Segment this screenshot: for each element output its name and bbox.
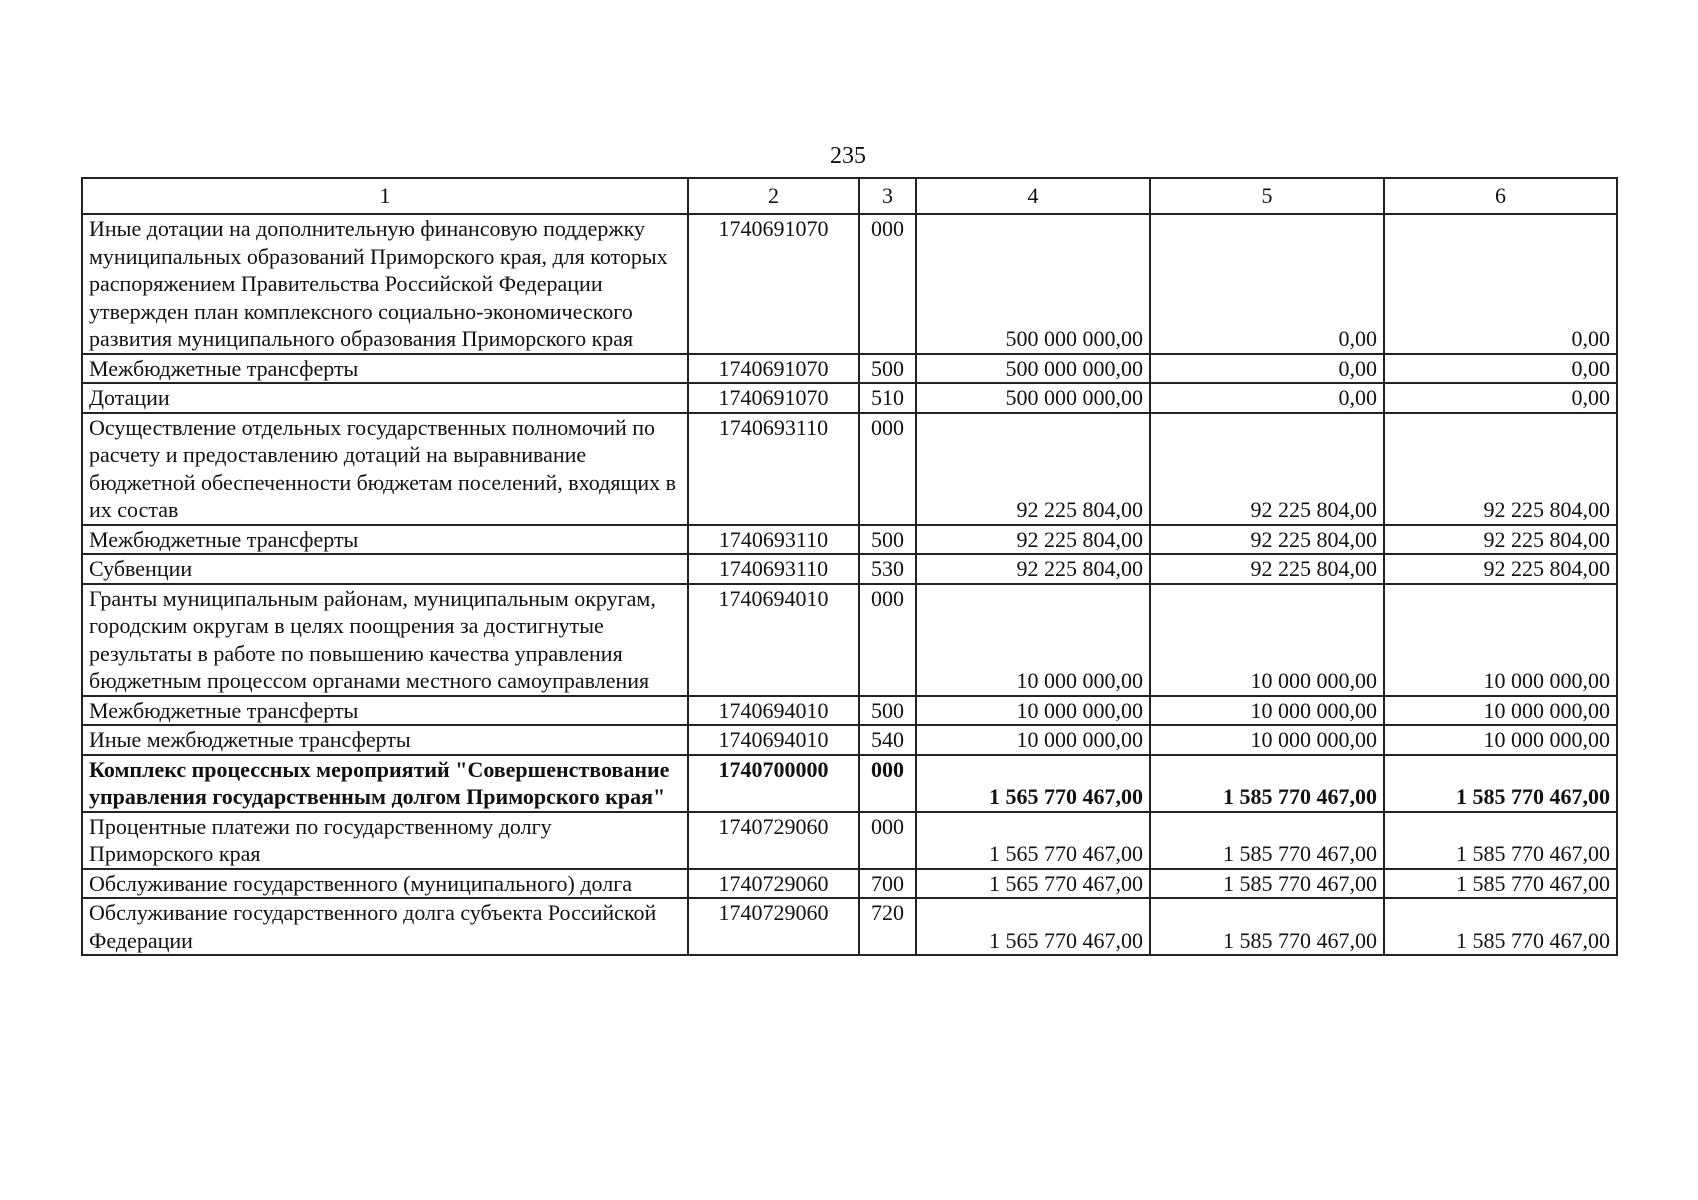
row-expense-type-cell: 530 bbox=[859, 554, 916, 584]
header-col-5: 5 bbox=[1150, 178, 1384, 214]
row-amount-col4-cell: 500 000 000,00 bbox=[916, 214, 1150, 354]
row-target-code-cell: 1740693110 bbox=[688, 525, 859, 555]
table-header-row bbox=[82, 178, 1617, 214]
row-target-code-cell: 1740694010 bbox=[688, 696, 859, 726]
row-amount-col6-cell: 1 585 770 467,00 bbox=[1384, 755, 1617, 812]
row-target-code-cell: 1740691070 bbox=[688, 214, 859, 354]
row-target-code-cell: 1740729060 bbox=[688, 869, 859, 899]
table-row bbox=[82, 725, 1617, 755]
row-target-code-cell: 1740693110 bbox=[688, 413, 859, 525]
row-amount-col4-cell: 10 000 000,00 bbox=[916, 725, 1150, 755]
row-name-cell: Межбюджетные трансферты bbox=[82, 525, 688, 555]
row-amount-col6-cell: 0,00 bbox=[1384, 214, 1617, 354]
row-amount-col4-cell: 500 000 000,00 bbox=[916, 383, 1150, 413]
row-target-code-cell: 1740694010 bbox=[688, 584, 859, 696]
row-expense-type-cell: 700 bbox=[859, 869, 916, 899]
row-target-code-cell: 1740729060 bbox=[688, 898, 859, 955]
row-amount-col4-cell: 92 225 804,00 bbox=[916, 413, 1150, 525]
row-expense-type-cell: 000 bbox=[859, 755, 916, 812]
row-target-code-cell: 1740691070 bbox=[688, 354, 859, 384]
row-name-cell: Иные дотации на дополнительную финансовую поддержку муниципальных образований Приморского края, для которых распоряжением Правительства Российской Федерации утвержден план комплексного социально-экономического развития муниципального образования Приморского края bbox=[82, 214, 688, 354]
table-row bbox=[82, 383, 1617, 413]
row-expense-type-cell: 000 bbox=[859, 413, 916, 525]
row-target-code-cell: 1740691070 bbox=[688, 383, 859, 413]
row-amount-col5-cell: 92 225 804,00 bbox=[1150, 413, 1384, 525]
header-col-4: 4 bbox=[916, 178, 1150, 214]
row-amount-col5-cell: 1 585 770 467,00 bbox=[1150, 898, 1384, 955]
row-amount-col4-cell: 92 225 804,00 bbox=[916, 525, 1150, 555]
row-name-cell: Обслуживание государственного долга субъекта Российской Федерации bbox=[82, 898, 688, 955]
header-col-2: 2 bbox=[688, 178, 859, 214]
row-amount-col5-cell: 1 585 770 467,00 bbox=[1150, 755, 1384, 812]
row-name-cell: Процентные платежи по государственному долгу Приморского края bbox=[82, 812, 688, 869]
row-expense-type-cell: 500 bbox=[859, 354, 916, 384]
row-amount-col6-cell: 10 000 000,00 bbox=[1384, 696, 1617, 726]
table-row bbox=[82, 755, 1617, 812]
row-expense-type-cell: 720 bbox=[859, 898, 916, 955]
row-name-cell: Гранты муниципальным районам, муниципальным округам, городским округам в целях поощрения за достигнутые результаты в работе по повышению качества управления бюджетным процессом органами местного самоуправления bbox=[82, 584, 688, 696]
table-row bbox=[82, 898, 1617, 955]
row-target-code-cell: 1740700000 bbox=[688, 755, 859, 812]
row-amount-col6-cell: 0,00 bbox=[1384, 354, 1617, 384]
row-expense-type-cell: 000 bbox=[859, 214, 916, 354]
table-row bbox=[82, 525, 1617, 555]
row-amount-col4-cell: 1 565 770 467,00 bbox=[916, 898, 1150, 955]
row-amount-col5-cell: 0,00 bbox=[1150, 383, 1384, 413]
row-name-cell: Осуществление отдельных государственных полномочий по расчету и предоставлению дотаций на выравнивание бюджетной обеспеченности бюджетам поселений, входящих в их состав bbox=[82, 413, 688, 525]
row-amount-col5-cell: 10 000 000,00 bbox=[1150, 725, 1384, 755]
table-row bbox=[82, 584, 1617, 696]
table-row bbox=[82, 869, 1617, 899]
row-amount-col6-cell: 10 000 000,00 bbox=[1384, 725, 1617, 755]
header-col-1: 1 bbox=[82, 178, 688, 214]
row-amount-col4-cell: 500 000 000,00 bbox=[916, 354, 1150, 384]
row-expense-type-cell: 500 bbox=[859, 696, 916, 726]
header-col-6: 6 bbox=[1384, 178, 1617, 214]
row-amount-col6-cell: 92 225 804,00 bbox=[1384, 525, 1617, 555]
row-amount-col5-cell: 92 225 804,00 bbox=[1150, 525, 1384, 555]
row-name-cell: Комплекс процессных мероприятий "Совершенствование управления государственным долгом Приморского края" bbox=[82, 755, 688, 812]
row-expense-type-cell: 500 bbox=[859, 525, 916, 555]
row-amount-col6-cell: 1 585 770 467,00 bbox=[1384, 898, 1617, 955]
table-row bbox=[82, 812, 1617, 869]
table-row bbox=[82, 696, 1617, 726]
row-amount-col5-cell: 1 585 770 467,00 bbox=[1150, 869, 1384, 899]
row-amount-col6-cell: 1 585 770 467,00 bbox=[1384, 869, 1617, 899]
row-amount-col6-cell: 92 225 804,00 bbox=[1384, 554, 1617, 584]
row-amount-col6-cell: 0,00 bbox=[1384, 383, 1617, 413]
row-amount-col5-cell: 10 000 000,00 bbox=[1150, 696, 1384, 726]
row-amount-col4-cell: 1 565 770 467,00 bbox=[916, 755, 1150, 812]
table-row bbox=[82, 214, 1617, 354]
row-amount-col4-cell: 92 225 804,00 bbox=[916, 554, 1150, 584]
row-amount-col4-cell: 10 000 000,00 bbox=[916, 696, 1150, 726]
row-name-cell: Межбюджетные трансферты bbox=[82, 696, 688, 726]
row-amount-col5-cell: 92 225 804,00 bbox=[1150, 554, 1384, 584]
row-amount-col4-cell: 1 565 770 467,00 bbox=[916, 869, 1150, 899]
row-name-cell: Межбюджетные трансферты bbox=[82, 354, 688, 384]
row-name-cell: Обслуживание государственного (муниципального) долга bbox=[82, 869, 688, 899]
row-amount-col5-cell: 10 000 000,00 bbox=[1150, 584, 1384, 696]
row-amount-col6-cell: 1 585 770 467,00 bbox=[1384, 812, 1617, 869]
row-amount-col6-cell: 10 000 000,00 bbox=[1384, 584, 1617, 696]
row-amount-col4-cell: 1 565 770 467,00 bbox=[916, 812, 1150, 869]
row-target-code-cell: 1740729060 bbox=[688, 812, 859, 869]
row-expense-type-cell: 000 bbox=[859, 812, 916, 869]
row-amount-col6-cell: 92 225 804,00 bbox=[1384, 413, 1617, 525]
table-row bbox=[82, 554, 1617, 584]
header-col-3: 3 bbox=[859, 178, 916, 214]
budget-table bbox=[81, 177, 1618, 956]
row-amount-col4-cell: 10 000 000,00 bbox=[916, 584, 1150, 696]
row-expense-type-cell: 510 bbox=[859, 383, 916, 413]
row-target-code-cell: 1740694010 bbox=[688, 725, 859, 755]
row-target-code-cell: 1740693110 bbox=[688, 554, 859, 584]
row-expense-type-cell: 540 bbox=[859, 725, 916, 755]
row-amount-col5-cell: 1 585 770 467,00 bbox=[1150, 812, 1384, 869]
row-name-cell: Субвенции bbox=[82, 554, 688, 584]
row-expense-type-cell: 000 bbox=[859, 584, 916, 696]
table-row bbox=[82, 354, 1617, 384]
row-name-cell: Дотации bbox=[82, 383, 688, 413]
row-amount-col5-cell: 0,00 bbox=[1150, 214, 1384, 354]
row-name-cell: Иные межбюджетные трансферты bbox=[82, 725, 688, 755]
row-amount-col5-cell: 0,00 bbox=[1150, 354, 1384, 384]
page-number: 235 bbox=[830, 143, 866, 169]
table-row bbox=[82, 413, 1617, 525]
